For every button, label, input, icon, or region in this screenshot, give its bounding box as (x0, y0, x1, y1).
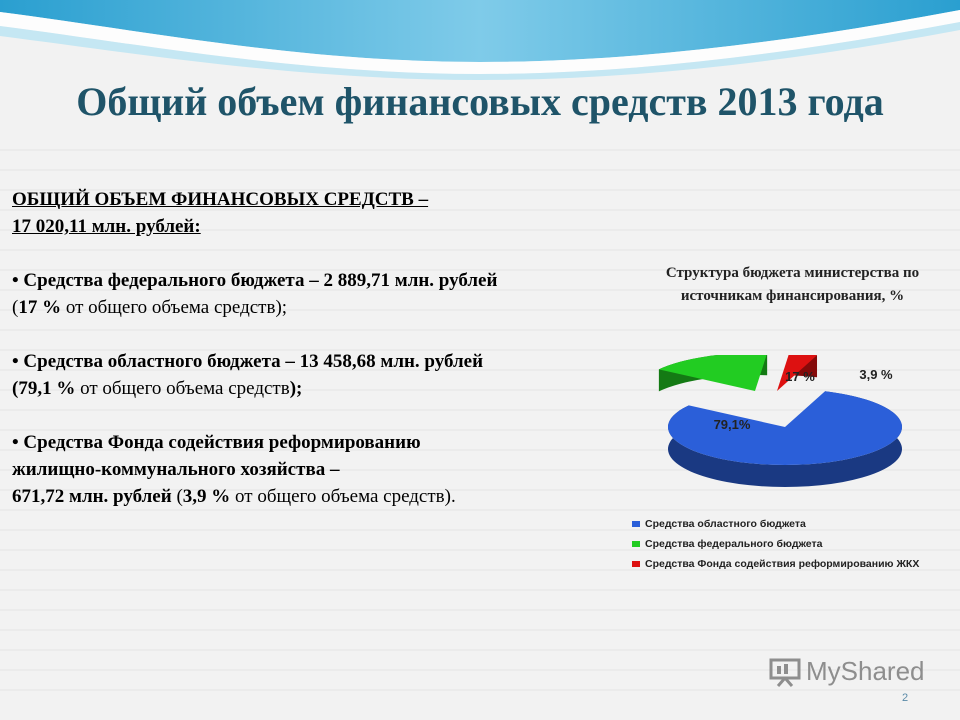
watermark (768, 656, 925, 687)
pie-slice-0 (668, 391, 902, 465)
total-heading: ОБЩИЙ ОБЪЕМ ФИНАНСОВЫХ СРЕДСТВ – (12, 189, 429, 210)
legend-swatch (632, 561, 640, 567)
pie-chart (620, 355, 920, 505)
federal-percent: 17 % (18, 297, 62, 318)
chart-legend (632, 514, 919, 574)
legend-item-0 (632, 514, 919, 534)
presentation-icon (768, 657, 802, 687)
fund-line: • Средства Фонда содействия реформированию (12, 432, 421, 453)
total-amount: 17 020,11 млн. рублей: (12, 216, 201, 237)
legend-label: Средства федерального бюджета (645, 538, 823, 550)
legend-label: Средства областного бюджета (645, 518, 806, 530)
slide-title: Общий объем финансовых средств 2013 года (76, 79, 884, 124)
legend-swatch (632, 521, 640, 527)
pie-label-2: 3,9 % (859, 367, 893, 382)
federal-line: • Средства федерального бюджета – 2 889,71 млн. рублей (12, 270, 498, 291)
fund-amount: 671,72 млн. рублей (12, 486, 172, 507)
legend-item-2 (632, 554, 919, 574)
fund-share: 671,72 млн. рублей (3,9 % от общего объема средств). (12, 486, 456, 507)
regional-share: (79,1 % от общего объема средств); (12, 378, 303, 399)
summary-text (12, 186, 637, 510)
legend-item-1 (632, 534, 919, 554)
legend-swatch (632, 541, 640, 547)
pie-label-1: 17 % (785, 369, 815, 384)
legend-label: Средства Фонда содействия реформированию ЖКХ (645, 558, 920, 570)
federal-share: (17 % от общего объема средств); (12, 297, 288, 318)
regional-percent: (79,1 % (12, 378, 76, 399)
page-number: 2 (902, 692, 909, 704)
fund-percent: 3,9 % (182, 486, 231, 507)
header-waves (0, 0, 960, 80)
chart-title: Структура бюджета министерства по источникам финансирования, % (665, 265, 920, 304)
watermark-text: MyShared (806, 656, 925, 686)
fund-line-2: жилищно-коммунального хозяйства – (12, 459, 340, 480)
pie-label-0: 79,1% (713, 417, 751, 432)
regional-line: • Средства областного бюджета – 13 458,68 млн. рублей (12, 351, 484, 372)
